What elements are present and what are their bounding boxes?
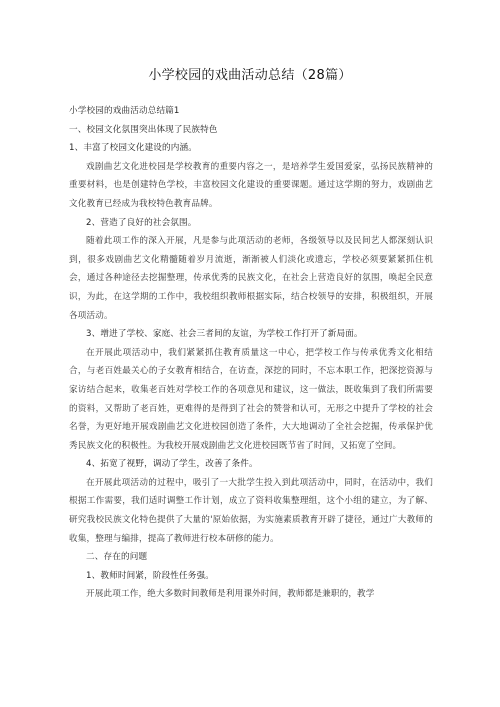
paragraph-1-2: 随着此项工作的深入开展，凡是参与此项活动的老师，各级领导以及民间艺人都深刻认识到，很多戏剧曲艺文化精髓随着岁月流逝，渐渐被人们淡化或遗忘，学校必须要紧紧抓住机会，通过各种途径去挖掘整理，传承优秀的民族文化，在社会上营造良好的氛围，唤起全民意识，为此，在这学期的工作中，我校组织教师根据实际，结合校领导的安排，积极组织，开展各项活动。 <box>69 236 433 321</box>
paragraph-2-1: 开展此项工作，绝大多数时间教师是利用课外时间，教师都是兼职的，教学 <box>86 589 375 600</box>
item-heading-1-4: 4、拓宽了视野，调动了学生，改善了条件。 <box>86 459 258 470</box>
section-heading-1: 一、校园文化氛围突出体现了民族特色 <box>69 124 218 135</box>
item-heading-1-3: 3、增进了学校、家庭、社会三者间的友谊，为学校工作打开了新局面。 <box>86 329 363 340</box>
paragraph-1-3: 在开展此项活动中，我们紧紧抓住教育质量这一中心，把学校工作与传承优秀文化相结合，与老百姓最关心的子女教育相结合，在访查，深挖的同时，不忘本职工作，把深挖资源与家访结合起来，收集老百姓对学校工作的各项意见和建议，这一做法，既收集到了我们所需要的资料，又帮助了老百姓，更难得的是得到了社会的赞誉和认可，无形之中提升了学校的社会名誉，为更好地开展戏剧曲艺文化进校园创造了条件，大大地调动了全社会挖掘，传承保护优秀民族文化的积极性。为我校开展戏剧曲艺文化进校园既节省了时间，又拓宽了空间。 <box>69 347 433 451</box>
item-heading-2-1: 1、教师时间紧，阶段性任务强。 <box>86 570 215 581</box>
section-heading-2: 二、存在的问题 <box>86 552 148 563</box>
document-title: 小学校园的戏曲活动总结（28篇） <box>148 68 352 83</box>
document-body <box>69 102 433 604</box>
paragraph-1-4: 在开展此项活动的过程中，吸引了一大批学生投入到此项活动中，同时，在活动中，我们根据工作需要，我们适时调整工作计划，成立了资料收集整理组，这个小组的建立，为了解、研究我校民族文化特色提供了大量的'原始依据，为实施素质教育开辟了捷径，通过广大教师的收集，整理与编排，提高了教师进行校本研修的能力。 <box>69 477 433 544</box>
article-subtitle: 小学校园的戏曲活动总结篇1 <box>69 106 180 116</box>
paragraph-1-1: 戏剧曲艺文化进校园是学校教育的重要内容之一，是培养学生爱国爱家，弘扬民族精神的重要材料，也是创建特色学校，丰富校园文化建设的重要课题。通过这学期的努力，戏剧曲艺文化教育已经成为我校特色教育品牌。 <box>69 161 433 209</box>
item-heading-1-2: 2、营造了良好的社会氛围。 <box>86 217 197 228</box>
item-heading-1-1: 1、丰富了校园文化建设的内涵。 <box>69 143 198 154</box>
